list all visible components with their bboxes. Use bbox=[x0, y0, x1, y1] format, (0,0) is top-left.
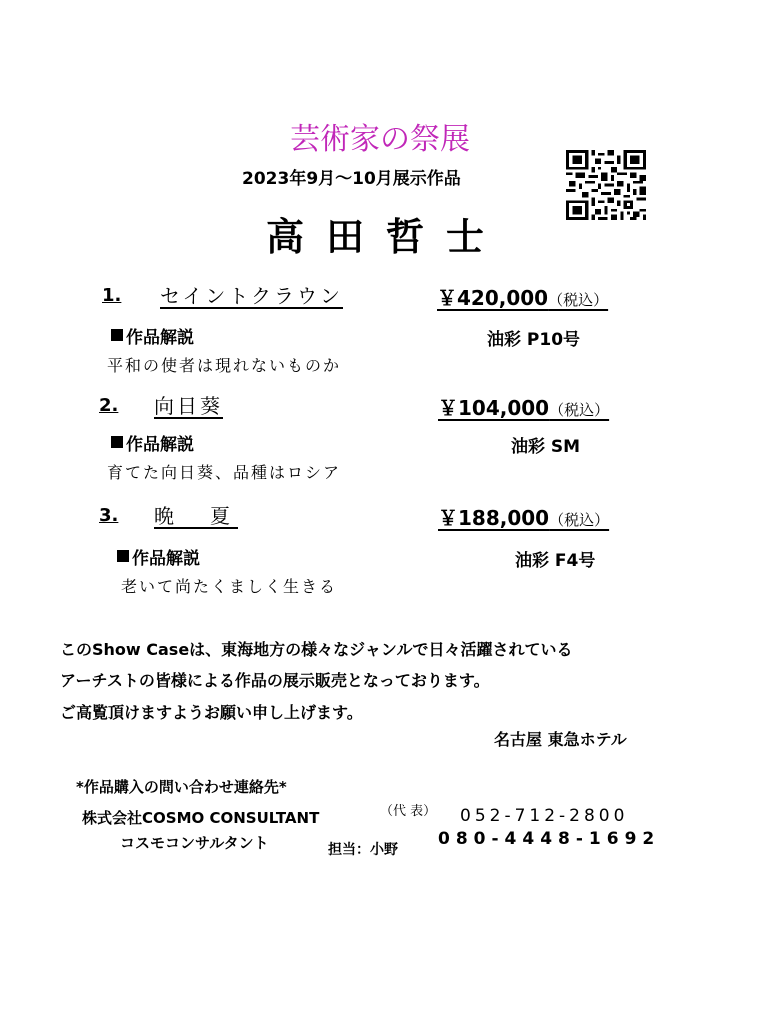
bullet-square-icon bbox=[117, 550, 129, 562]
company-name-kana: コスモコンサルタント bbox=[120, 834, 269, 852]
work-2-description: 育てた向日葵、品種はロシア bbox=[107, 463, 342, 482]
work-2-price: ￥104,000（税込） bbox=[438, 396, 610, 420]
contact-heading: *作品購入の問い合わせ連絡先* bbox=[76, 778, 287, 796]
work-3-title: 晩 夏 bbox=[154, 504, 238, 528]
work-2-title: 向日葵 bbox=[154, 394, 223, 418]
person-in-charge-label: 担当：小野 bbox=[328, 842, 398, 858]
bullet-square-icon bbox=[111, 436, 123, 448]
work-3-medium: 油彩 F4号 bbox=[515, 551, 596, 571]
representative-phone[interactable]: 052-712-2800 bbox=[460, 806, 629, 826]
qr-code-icon[interactable] bbox=[566, 150, 646, 220]
work-3-section-label: 作品解説 bbox=[117, 544, 200, 569]
artist-name: 高田哲士 bbox=[266, 215, 507, 259]
work-2-number: 2. bbox=[99, 395, 119, 416]
work-1-number: 1. bbox=[102, 285, 122, 306]
work-3-price: ￥188,000（税込） bbox=[438, 506, 610, 530]
intro-line-2: アーチストの皆様による作品の展示販売となっております。 bbox=[60, 671, 490, 690]
intro-line-3: ご高覧頂けますようお願い申し上げます。 bbox=[60, 703, 363, 722]
company-name: 株式会社COSMO CONSULTANT bbox=[82, 809, 320, 827]
work-1-description: 平和の使者は現れないものか bbox=[107, 356, 342, 375]
work-3-number: 3. bbox=[99, 505, 119, 526]
bullet-square-icon bbox=[111, 329, 123, 341]
exhibition-period: 2023年9月～10月展示作品 bbox=[242, 169, 461, 189]
work-2-medium: 油彩 SM bbox=[511, 437, 581, 457]
person-phone[interactable]: 080-4448-1692 bbox=[438, 829, 661, 849]
work-1-title: セイントクラウン bbox=[160, 284, 343, 308]
work-3-description: 老いて尚たくましく生きる bbox=[121, 577, 338, 596]
intro-line-1: このShow Caseは、東海地方の様々なジャンルで日々活躍されている bbox=[60, 640, 573, 659]
work-1-medium: 油彩 P10号 bbox=[487, 330, 581, 350]
event-title: 芸術家の祭展 bbox=[290, 122, 470, 157]
work-2-section-label: 作品解説 bbox=[111, 430, 194, 455]
representative-label: （代 表） bbox=[380, 804, 437, 819]
work-1-price: ￥420,000（税込） bbox=[437, 286, 609, 310]
venue-name: 名古屋 東急ホテル bbox=[494, 730, 627, 749]
work-1-section-label: 作品解説 bbox=[111, 323, 194, 348]
